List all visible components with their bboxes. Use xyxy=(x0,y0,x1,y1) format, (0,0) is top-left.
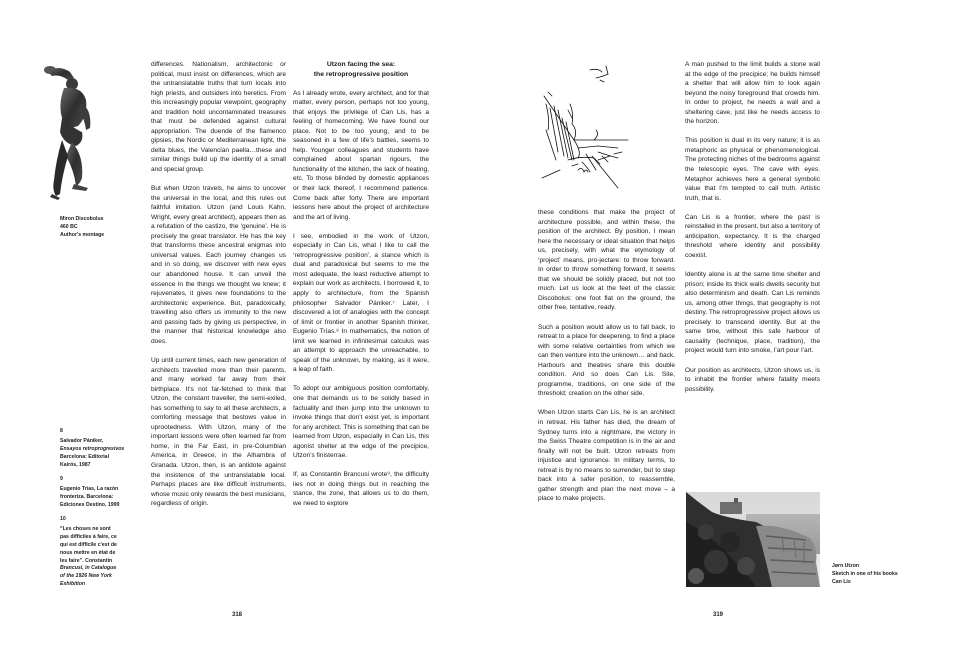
footnote-9 xyxy=(60,476,152,510)
footnote-line: “Les choses ne sont xyxy=(60,525,111,532)
footnote-line: fronteriza. Barcelona: xyxy=(60,493,114,500)
coastline-sketch-image xyxy=(538,60,630,200)
paragraph: A man pushed to the limit builds a stone wall at the edge of the precipice; he builds himself a shelter that will allow him to look again beyond the noisy foreground that crowds him. In order to project, he needs a wall and a sheltering cave, just like he needs access to the horizon. xyxy=(685,61,820,126)
footnote-10 xyxy=(60,516,152,589)
paragraph: But when Utzon travels, he aims to uncover the universal in the local, and this rules out faithful imitation. Utzon (and Louis Kahn, Wright, every great architect), appears then as a refutation of the castizo, the ‘genuine’. He is precisely the great translator. He has the key that transforms these ancestral enigmas into universal values. Each journey changes us and in so doing, we discover with new eyes our abandoned house. It can unveil the essence in the things we thought we knew; it rejuvenates, it gives new foundations to the architectonic experience. But, paradoxically, travelling also offers us immunity to the new and passing fads by giving us perspective, in the manner that historical knowledge also does. xyxy=(151,185,286,345)
caption-line: 460 BC xyxy=(60,223,78,230)
caption-line: Miron Discobolus xyxy=(60,216,104,222)
paragraph: As I already wrote, every architect, and for that matter, every person, perhaps not too young, that enjoys the privilege of Can Lis, has a feeling of homecoming. We have found our place. Not to be too young, and to be seasoned in a few of life’s battles, seems to help. Younger colleagues and students have complained about spartan rigours, the functionality of the kitchen, the lack of heating, etc. To those blinded by domestic appliances or their lack thereof, I recommend patience. Come back after forty. There are important lessons here about the project of architecture and the art of living. xyxy=(293,89,429,221)
footnote-line: pas difficiles à faire, ce xyxy=(60,533,117,540)
footnote-line: Kairós, 1987 xyxy=(60,461,91,468)
footnote-line: qui est difficile c'est de xyxy=(60,541,117,548)
footnote-line: Barcelona: Editorial xyxy=(60,453,110,460)
footnote-line: Exhibition xyxy=(60,581,86,588)
footnote-line: of the 1926 New York xyxy=(60,573,112,580)
paragraph: differences. Nationalism, architectonic or political, must insist on differences, which are the untranslatable truths that turn locals into high priests, and outsiders into heretics. From this increasingly popular viewpoint, geography and tradition hold uncontaminated treasures that must be defended against cultural appropriation. The duende of the flamenco gipsies, the Nordic or Mediterranean light, the delta blues, the Valencian paella…these and similar things build up the identity of a small and special group. xyxy=(151,61,286,174)
discobolus-statue-image xyxy=(42,60,104,200)
paragraph: Identity alone is at the same time shelter and prison; inside its thick walls dwells security but also determinism and death. Can Lis reminds us, among other things, that geography is not destiny. The retroprogressive project allows us precisely to transcend identity. But at the same time, without this safe harbour of causality (technique, place, tradition), the project would turn into smoke, l’art pour l’art. xyxy=(685,271,820,355)
footnote-line: Salvador Pániker, xyxy=(60,437,104,444)
paragraph: I see, embodied in the work of Utzon, especially in Can Lis, what I like to call the ‘retroprogressive position’, a stance which is dual and paradoxical but seems to me the most adequate, the least reductive attempt to explain our work as architects. I borrowed it, to apply to architecture, from the Spanish philosopher Salvador Pániker.⁷ Later, I discovered a lot of analogies with the concept of limit or frontier in another Spanish thinker, Eugenio Trías.⁸ In mathematics, the notion of limit we learned in infinitesimal calculus was an attempt to approach the unreachable, to speak of the unknown, by making, as it were, a leap of faith. xyxy=(293,232,429,374)
page-number: 318 xyxy=(232,612,243,618)
section-heading xyxy=(293,60,429,79)
caption-line: Sketch in one of his books xyxy=(832,570,898,577)
footnote-number: 8 xyxy=(60,428,63,434)
caption-line: Can Lis xyxy=(832,578,851,585)
footnote-number: 9 xyxy=(60,476,63,482)
figure-caption xyxy=(60,216,104,240)
footnote-line: Eugenio Trías, La razón xyxy=(60,485,119,492)
photo-caption xyxy=(832,563,898,587)
paragraph: When Utzon starts Can Lis, he is an architect in retreat. His father has died, the dream of Sydney turns into a nightmare, the victory in the Swiss Theatre competition is in the air and finally will not be built. Utzon retreats from injustice and ignorance. In military terms, to retreat is by no means to surrender, but to step back into a safer position, to reassemble, gather strength and plan the next move – a place to make projects. xyxy=(538,409,675,503)
left-text-column-2 xyxy=(293,60,429,509)
footnote-line: Brancusi, in Catalogue xyxy=(60,565,117,572)
paragraph: Such a position would allow us to fall back, to retreat to a place for deepening, to find a place with some relative certainties from which we can then venture into the unknown… and back. Harbours and theatres share this double condition. And so does Can Lis. Site, programme, traditions, on one side of the threshold; creation on the other side. xyxy=(538,323,675,398)
caption-line: Author's montage xyxy=(60,231,105,238)
paragraph: these conditions that make the project of architecture possible, and within these, the position of the architect. By position, I mean here the necessary or ideal situation that helps us, precisely, with what the etymology of ‘project’ means, pro-jectare: to throw forward. In order to throw something forward, it seems that we should be solidly placed, but not too much. Let us look at the feet of the classic Discobolus: one foot flat on the ground, the other free, tentative, ready. xyxy=(538,209,675,312)
heading-line: the retroprogressive position xyxy=(313,70,409,78)
paragraph: Can Lis is a frontier, where the past is reinstalled in the present, but also a territory of anticipation, expectancy. It is the charged threshold where identity and possibility coexist. xyxy=(685,213,820,259)
paragraph: If, as Constantin Brancusi wrote⁹, the difficulty lies not in doing things but in reaching the stance, the zone, that allows us to do them, we need to explore xyxy=(293,471,429,508)
paragraph: This position is dual in its very nature; it is as metaphoric as physical or phenomenological. The protecting niches of the bedrooms against the telescopic eyes. The cave with eyes. Metaphor achieves here a general symbolic value that I’m tempted to call truth. Artistic truth, that is. xyxy=(685,137,820,202)
footnote-line: nous mettre en état de xyxy=(60,549,116,556)
right-text-column-2 xyxy=(685,60,820,394)
paragraph: To adopt our ambiguous position comfortably, one that demands us to be solidly based in factuality and then jump into the unknown to invoke things that don’t exist yet, is important for any architect. This is something that can be learned from Utzon, especially in Can Lis, this agonist shelter at the edge of the precipice, Utzon’s finisterrae. xyxy=(293,385,429,460)
footnote-8 xyxy=(60,428,152,470)
paragraph: Up until current times, each new generation of architects travelled more than their parents, and many worked far away from their birthplace. It’s not far-fetched to think that Utzon, the constant traveller, the semi-exiled, has something to say to all these architects, a comforting message that bestows value in uprootedness. With Utzon, many of the important lessons were often learned far from home, in the Far East, in pre-Columbian America, in Greece, in the Alhambra of Granada. Utzon, then, is an antidote against the insistence of the untranslatable local. Perhaps places are like difficult instruments, whose music only rewards the best musicians, regardless of origin. xyxy=(151,356,286,508)
can-lis-cliff-photo xyxy=(686,492,820,587)
paragraph: Our position as architects, Utzon shows us, is to inhabit the frontier where fatality meets possibility. xyxy=(685,366,820,393)
footnote-line: les faire”. Constantin xyxy=(60,557,113,564)
right-text-column-1 xyxy=(538,208,675,504)
heading-line: Utzon facing the sea: xyxy=(326,61,396,68)
footnote-line: Ediciones Destino, 1999 xyxy=(60,501,120,508)
footnote-line: Ensayos retroprogresivos xyxy=(60,445,125,452)
page-number: 319 xyxy=(713,612,724,618)
right-page xyxy=(480,0,960,656)
footnote-number: 10 xyxy=(60,516,66,522)
caption-line: Jørn Utzon xyxy=(832,563,860,569)
left-text-column-1 xyxy=(151,60,286,509)
